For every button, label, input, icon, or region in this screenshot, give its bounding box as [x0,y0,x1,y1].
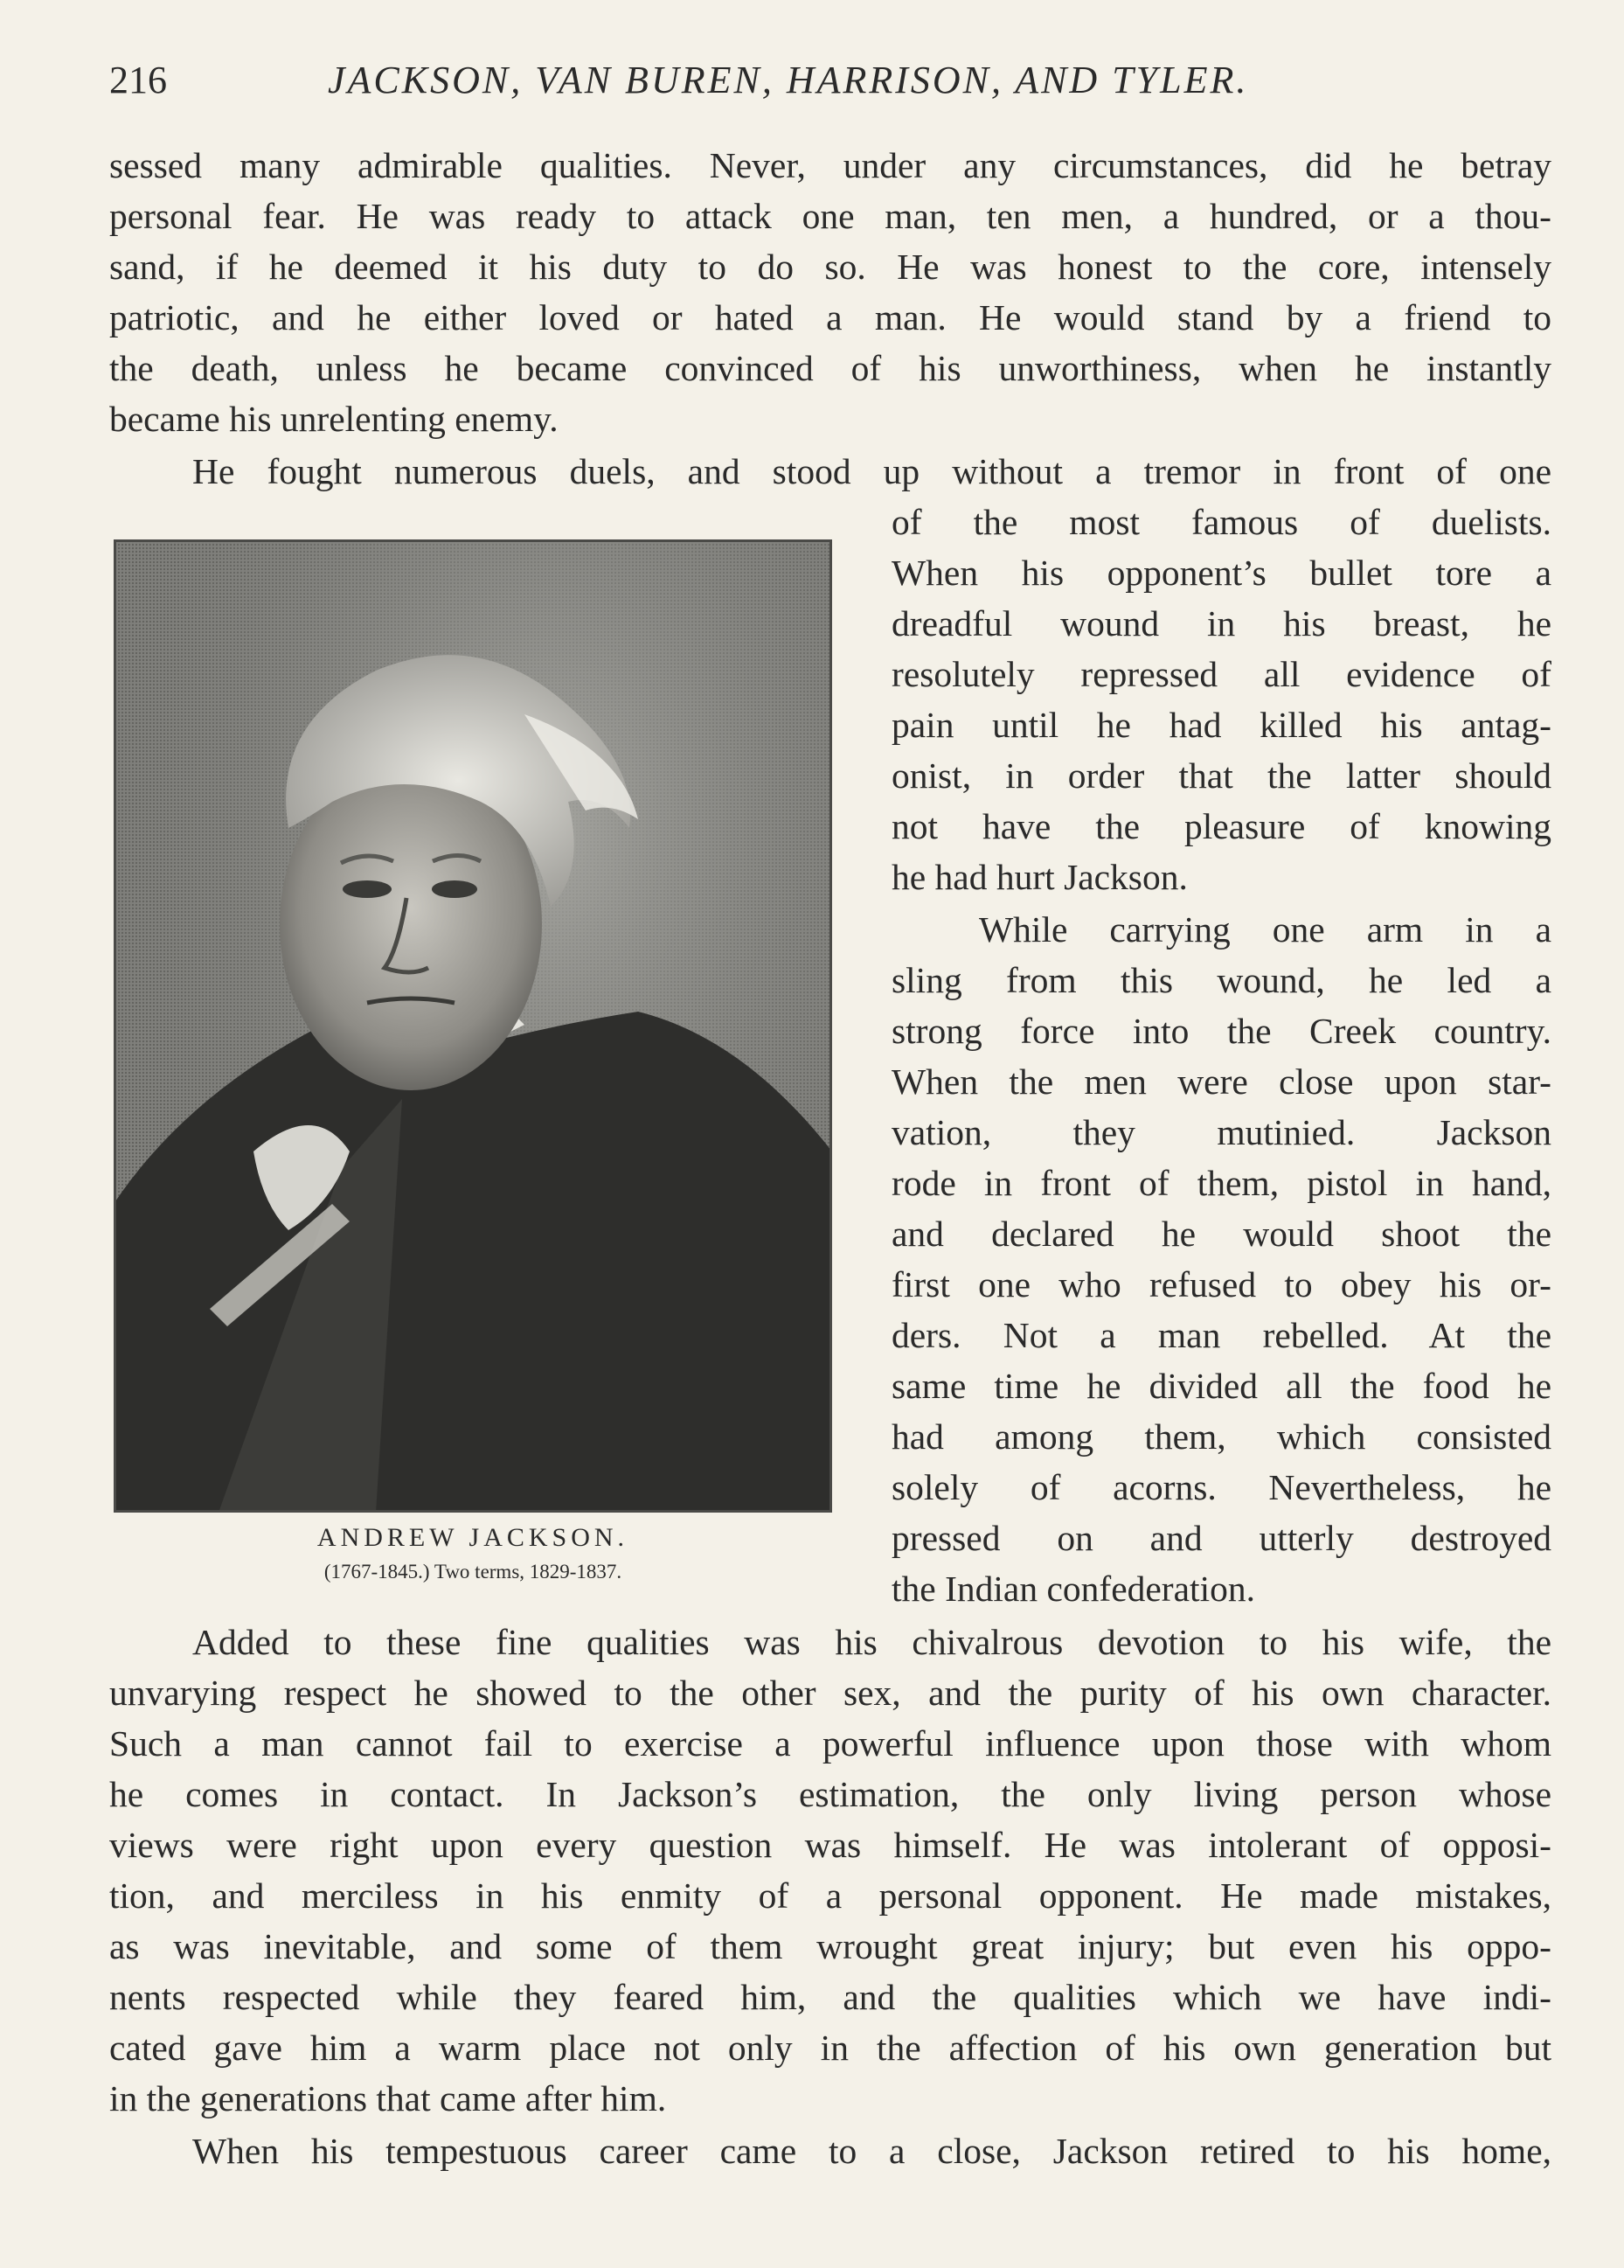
body-line: vation, they mutinied. Jackson [892,1112,1551,1152]
portrait-image [114,539,832,1513]
page-header [109,54,1551,107]
body-line: dreadful wound in his breast, he [892,603,1551,644]
body-line: in the generations that came after him. [109,2078,667,2118]
running-head: JACKSON, VAN BUREN, HARRISON, AND TYLER. [328,59,1249,101]
body-line: views were right upon every question was himself. He was intolerant of opposi- [109,1825,1551,1865]
body-line: nents respected while they feared him, and the qualities which we have indi- [109,1977,1551,2017]
body-line: While carrying one arm in a [979,909,1551,950]
body-line: When his opponent’s bullet tore a [892,553,1551,593]
body-line: ders. Not a man rebelled. At the [892,1315,1551,1355]
body-line: When the men were close upon star- [892,1061,1551,1102]
body-line: sling from this wound, he led a [892,960,1551,1000]
body-line: the death, unless he became convinced of his unworthiness, when he instantly [109,348,1551,388]
body-line: When his tempestuous career came to a close, Jackson retired to his home, [192,2131,1551,2171]
body-line: and declared he would shoot the [892,1214,1551,1254]
body-line: Such a man cannot fail to exercise a powerful influence upon those with whom [109,1723,1551,1764]
body-line: had among them, which consisted [892,1416,1551,1457]
body-line: cated gave him a warm place not only in the affection of his own generation but [109,2028,1551,2068]
portrait-caption-dates: (1767-1845.) Two terms, 1829-1837. [323,1561,622,1583]
body-line: personal fear. He was ready to attack one man, ten men, a hundred, or a thou- [109,196,1551,236]
body-line: the Indian confederation. [892,1569,1255,1609]
body-line: He fought numerous duels, and stood up without a tremor in front of one [192,451,1551,491]
body-line: tion, and merciless in his enmity of a personal opponent. He made mistakes, [109,1875,1551,1916]
body-line: same time he divided all the food he [892,1366,1551,1406]
body-line: not have the pleasure of knowing [892,806,1551,846]
page-number: 216 [109,59,167,101]
body-line: patriotic, and he either loved or hated a man. He would stand by a friend to [109,297,1551,337]
body-line: solely of acorns. Nevertheless, he [892,1467,1551,1507]
body-line: he had hurt Jackson. [892,857,1188,897]
body-line: as was inevitable, and some of them wrought great injury; but even his oppo- [109,1926,1551,1966]
body-line: he comes in contact. In Jackson’s estimation, the only living person whose [109,1774,1551,1814]
body-line: sessed many admirable qualities. Never, under any circumstances, did he betray [109,145,1551,185]
body-line: pain until he had killed his antag- [892,705,1551,745]
portrait-caption-name: ANDREW JACKSON. [316,1523,629,1552]
body-line: strong force into the Creek country. [892,1011,1551,1051]
body-line: became his unrelenting enemy. [109,399,559,439]
body-line: sand, if he deemed it his duty to do so. He was honest to the core, intensely [109,247,1551,287]
body-line: pressed on and utterly destroyed [892,1518,1551,1558]
body-line: unvarying respect he showed to the other sex, and the purity of his own character. [109,1673,1551,1713]
body-line: onist, in order that the latter should [892,755,1551,796]
body-line: of the most famous of duelists. [892,502,1551,542]
body-line: Added to these fine qualities was his chivalrous devotion to his wife, the [192,1622,1551,1662]
body-line: resolutely repressed all evidence of [892,654,1551,694]
body-line: first one who refused to obey his or- [892,1264,1551,1304]
body-line: rode in front of them, pistol in hand, [892,1163,1551,1203]
